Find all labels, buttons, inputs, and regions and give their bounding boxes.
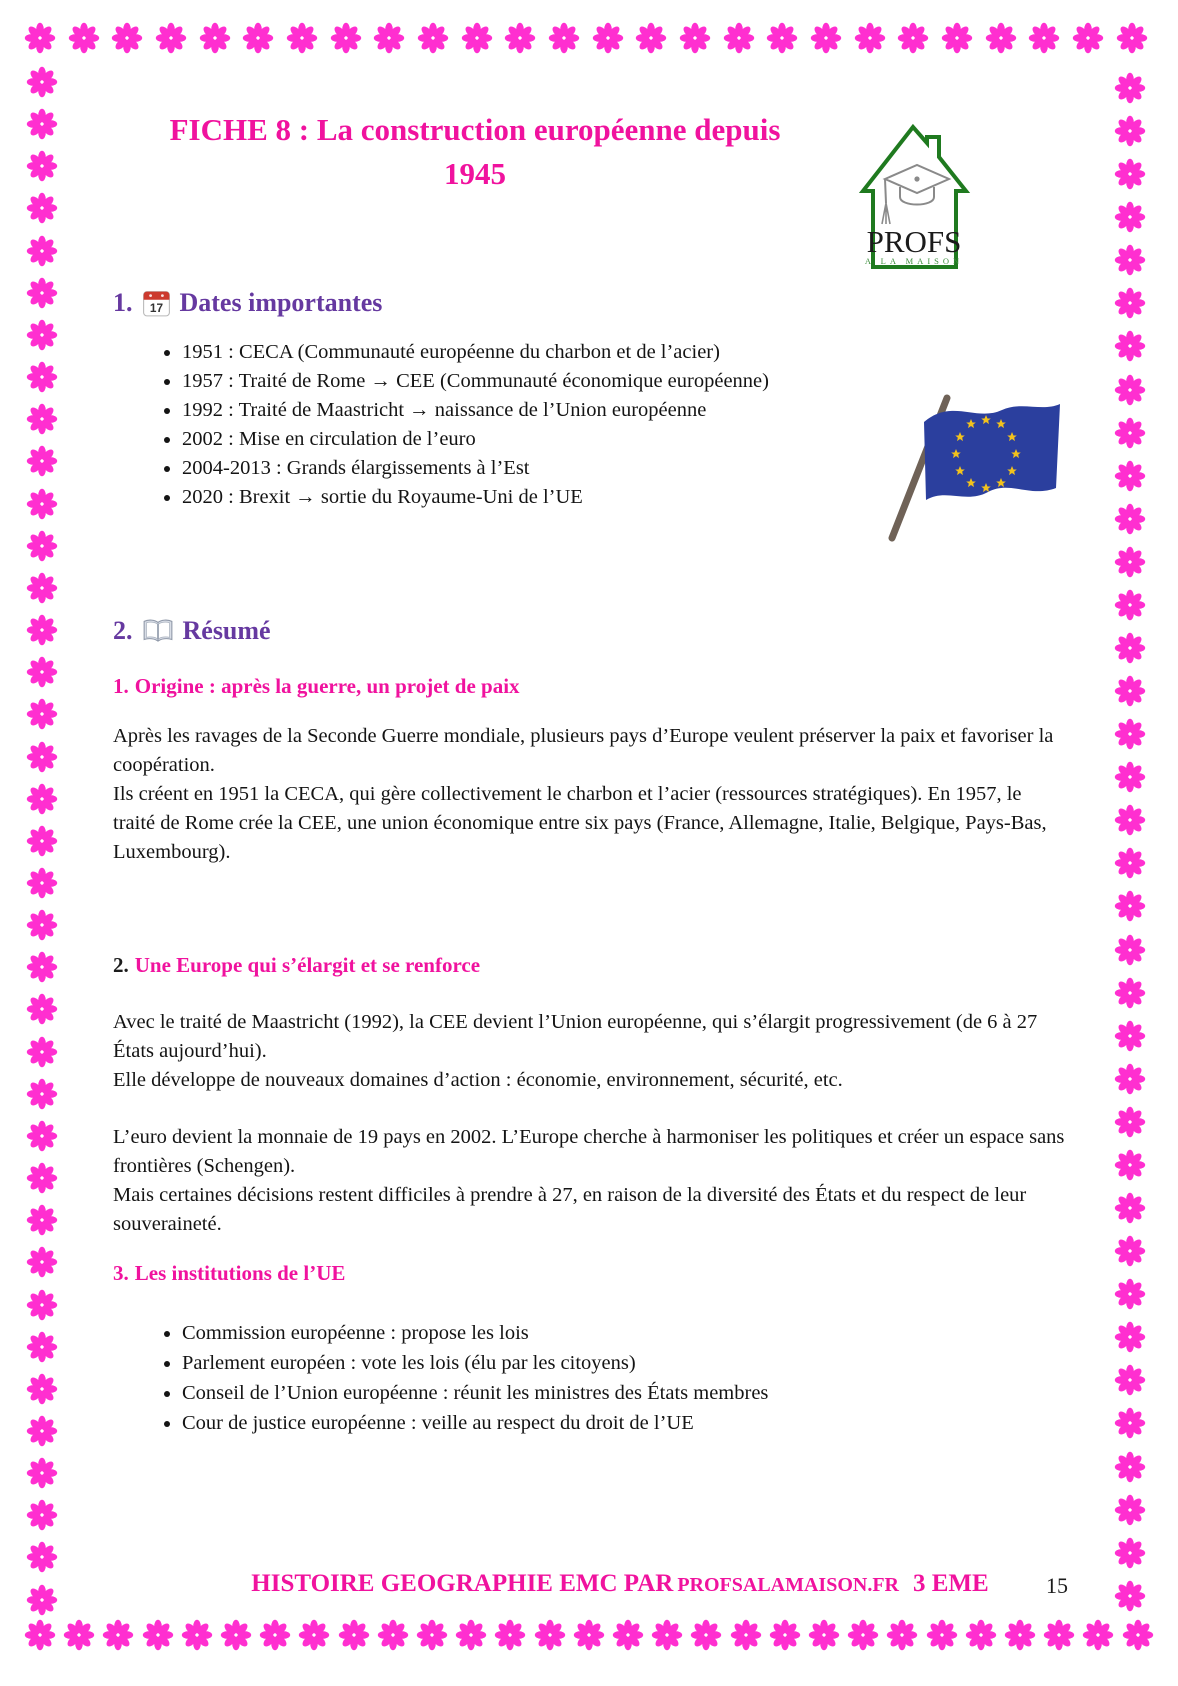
list-item xyxy=(182,367,887,396)
paragraph: Avec le traité de Maastricht (1992), la CEE devient l’Union européenne, qui s’élargit progressivement (de 6 à 27 États aujourd’hui). xyxy=(113,1011,1038,1062)
list-item xyxy=(182,1348,1142,1378)
paragraph-block-maastricht xyxy=(113,1008,1068,1095)
institutions-list xyxy=(115,1318,1142,1438)
paragraph: Après les ravages de la Seconde Guerre mondiale, plusieurs pays d’Europe veulent préserver la paix et favoriser la coopération. xyxy=(113,725,1054,776)
flower-asterisk-icon xyxy=(26,108,58,140)
section-heading-resume xyxy=(113,616,271,646)
profs-logo xyxy=(853,121,975,271)
flower-asterisk-icon xyxy=(1114,1494,1146,1526)
flower-asterisk-icon xyxy=(26,1457,58,1489)
flower-asterisk-icon xyxy=(810,22,842,54)
date-item: 2020 : Brexit → sortie du Royaume-Uni de l’UE xyxy=(182,486,583,508)
flower-asterisk-icon xyxy=(1114,847,1146,879)
flower-asterisk-icon xyxy=(377,1619,409,1651)
list-item xyxy=(182,1378,1142,1408)
subheading-number: 3. xyxy=(113,1261,129,1285)
house-icon xyxy=(853,121,975,271)
eu-flag-image xyxy=(862,368,1067,553)
list-item xyxy=(182,338,887,367)
date-item: 1951 : CECA (Communauté européenne du charbon et de l’acier) xyxy=(182,341,720,363)
flower-asterisk-icon xyxy=(26,656,58,688)
flower-asterisk-icon xyxy=(1114,589,1146,621)
list-item xyxy=(182,396,887,425)
section-heading-dates xyxy=(113,288,382,318)
flower-asterisk-icon xyxy=(26,1078,58,1110)
flower-asterisk-icon xyxy=(26,1499,58,1531)
section-title: Résumé xyxy=(182,616,271,645)
flower-asterisk-icon xyxy=(373,22,405,54)
flower-asterisk-icon xyxy=(26,1162,58,1194)
flower-asterisk-icon xyxy=(1114,632,1146,664)
flower-asterisk-icon xyxy=(766,22,798,54)
flower-asterisk-icon xyxy=(1114,460,1146,492)
eu-flag-icon xyxy=(862,368,1067,548)
flower-asterisk-icon xyxy=(1114,72,1146,104)
flower-asterisk-icon xyxy=(1114,1235,1146,1267)
flower-asterisk-icon xyxy=(26,1415,58,1447)
paragraph-block-euro xyxy=(113,1123,1073,1239)
flower-asterisk-icon xyxy=(26,530,58,562)
flower-asterisk-icon xyxy=(1114,1278,1146,1310)
flower-asterisk-icon xyxy=(723,22,755,54)
flower-asterisk-icon xyxy=(1114,675,1146,707)
calendar-day-label: 17 xyxy=(149,300,163,315)
flower-asterisk-icon xyxy=(730,1619,762,1651)
flower-asterisk-icon xyxy=(26,867,58,899)
flower-asterisk-icon xyxy=(142,1619,174,1651)
flower-asterisk-icon xyxy=(1114,201,1146,233)
dates-list xyxy=(115,338,887,512)
page-title-line1: FICHE 8 : La construction européenne depuis xyxy=(169,112,781,147)
list-item xyxy=(182,1408,1142,1438)
flower-asterisk-icon xyxy=(26,909,58,941)
flower-asterisk-icon xyxy=(1114,977,1146,1009)
flower-asterisk-icon xyxy=(1116,22,1148,54)
flower-asterisk-icon xyxy=(1114,1580,1146,1612)
flower-asterisk-icon xyxy=(1114,417,1146,449)
flower-asterisk-icon xyxy=(68,22,100,54)
flower-asterisk-icon xyxy=(612,1619,644,1651)
border-bottom xyxy=(24,1618,1154,1652)
footer-grade: 3 EME xyxy=(913,1570,989,1597)
flower-asterisk-icon xyxy=(1114,503,1146,535)
flower-asterisk-icon xyxy=(1114,1106,1146,1138)
paragraph: Ils créent en 1951 la CECA, qui gère collectivement le charbon et l’acier (ressources stratégiques). En 1957, le traité de Rome crée la CEE, une union économique entre six pays (France, Allemagne, Italie, Belgique, Pays-Bas, Luxembourg). xyxy=(113,783,1047,863)
flower-asterisk-icon xyxy=(1114,330,1146,362)
flower-asterisk-icon xyxy=(769,1619,801,1651)
flower-asterisk-icon xyxy=(965,1619,997,1651)
paragraph: L’euro devient la monnaie de 19 pays en 2002. L’Europe cherche à harmoniser les politiques et créer un espace sans frontières (Schengen). xyxy=(113,1126,1065,1177)
flower-asterisk-icon xyxy=(102,1619,134,1651)
subheading-europe-elargit xyxy=(113,953,480,978)
list-item xyxy=(182,1318,1142,1348)
institution-item: Commission européenne : propose les lois xyxy=(182,1322,529,1344)
section-title: Dates importantes xyxy=(179,288,383,317)
logo-subtitle: A LA MAISON xyxy=(864,256,964,266)
flower-asterisk-icon xyxy=(26,488,58,520)
flower-asterisk-icon xyxy=(1114,1063,1146,1095)
flower-asterisk-icon xyxy=(1122,1619,1154,1651)
flower-asterisk-icon xyxy=(886,1619,918,1651)
flower-asterisk-icon xyxy=(679,22,711,54)
subheading-origine xyxy=(113,674,520,699)
flower-asterisk-icon xyxy=(1114,718,1146,750)
flower-asterisk-icon xyxy=(26,1204,58,1236)
logo-wordmark: PROFS xyxy=(866,224,962,259)
flower-asterisk-icon xyxy=(26,698,58,730)
flower-asterisk-icon xyxy=(24,22,56,54)
flower-asterisk-icon xyxy=(26,445,58,477)
flower-asterisk-icon xyxy=(1114,1020,1146,1052)
date-item: 1992 : Traité de Maastricht → naissance de l’Union européenne xyxy=(182,399,707,421)
flower-asterisk-icon xyxy=(461,22,493,54)
page-title xyxy=(115,108,835,196)
paragraph-block-origine xyxy=(113,722,1068,867)
flower-asterisk-icon xyxy=(26,1584,58,1616)
flower-asterisk-icon xyxy=(651,1619,683,1651)
flower-asterisk-icon xyxy=(1114,1149,1146,1181)
institution-item: Conseil de l’Union européenne : réunit les ministres des États membres xyxy=(182,1382,769,1404)
flower-asterisk-icon xyxy=(926,1619,958,1651)
flower-asterisk-icon xyxy=(26,1373,58,1405)
flower-asterisk-icon xyxy=(1114,244,1146,276)
flower-asterisk-icon xyxy=(1072,22,1104,54)
flower-asterisk-icon xyxy=(1114,374,1146,406)
flower-asterisk-icon xyxy=(26,361,58,393)
flower-asterisk-icon xyxy=(1114,1192,1146,1224)
flower-asterisk-icon xyxy=(1043,1619,1075,1651)
flower-asterisk-icon xyxy=(286,22,318,54)
subheading-text: Une Europe qui s’élargit et se renforce xyxy=(134,953,481,977)
flower-asterisk-icon xyxy=(1114,890,1146,922)
section-number: 1. xyxy=(113,288,133,317)
flower-asterisk-icon xyxy=(1114,287,1146,319)
border-left xyxy=(26,66,58,1616)
flower-asterisk-icon xyxy=(26,783,58,815)
subheading-number: 1. xyxy=(113,674,129,698)
flower-asterisk-icon xyxy=(199,22,231,54)
date-item: 2004-2013 : Grands élargissements à l’Est xyxy=(182,457,530,479)
flower-asterisk-icon xyxy=(181,1619,213,1651)
flower-asterisk-icon xyxy=(416,1619,448,1651)
flower-asterisk-icon xyxy=(573,1619,605,1651)
flower-asterisk-icon xyxy=(338,1619,370,1651)
paragraph: Mais certaines décisions restent difficiles à prendre à 27, en raison de la diversité des États et du respect de leur souveraineté. xyxy=(113,1184,1027,1235)
flower-asterisk-icon xyxy=(847,1619,879,1651)
flower-asterisk-icon xyxy=(26,1289,58,1321)
flower-asterisk-icon xyxy=(259,1619,291,1651)
flower-asterisk-icon xyxy=(155,22,187,54)
flower-asterisk-icon xyxy=(1114,934,1146,966)
flower-asterisk-icon xyxy=(63,1619,95,1651)
page-title-line2: 1945 xyxy=(444,156,506,191)
flower-asterisk-icon xyxy=(242,22,274,54)
flower-asterisk-icon xyxy=(26,192,58,224)
flower-asterisk-icon xyxy=(26,1036,58,1068)
flower-asterisk-icon xyxy=(592,22,624,54)
flower-asterisk-icon xyxy=(455,1619,487,1651)
institution-item: Cour de justice européenne : veille au respect du droit de l’UE xyxy=(182,1412,694,1434)
flower-asterisk-icon xyxy=(26,1541,58,1573)
subheading-institutions xyxy=(113,1261,345,1286)
flower-asterisk-icon xyxy=(808,1619,840,1651)
footer xyxy=(140,1570,1100,1598)
list-item xyxy=(182,425,887,454)
footer-site: PROFSALAMAISON.FR xyxy=(677,1574,899,1596)
subheading-number: 2. xyxy=(113,953,129,977)
flower-asterisk-icon xyxy=(1114,1451,1146,1483)
flower-asterisk-icon xyxy=(298,1619,330,1651)
subheading-text: Les institutions de l’UE xyxy=(134,1261,346,1285)
flower-asterisk-icon xyxy=(494,1619,526,1651)
list-item xyxy=(182,454,887,483)
list-item xyxy=(182,483,887,512)
institution-item: Parlement européen : vote les lois (élu par les citoyens) xyxy=(182,1352,636,1374)
flower-asterisk-icon xyxy=(854,22,886,54)
flower-asterisk-icon xyxy=(941,22,973,54)
flower-asterisk-icon xyxy=(26,993,58,1025)
flower-asterisk-icon xyxy=(897,22,929,54)
flower-asterisk-icon xyxy=(1114,761,1146,793)
flower-asterisk-icon xyxy=(26,403,58,435)
flower-asterisk-icon xyxy=(1114,158,1146,190)
flower-asterisk-icon xyxy=(534,1619,566,1651)
flower-asterisk-icon xyxy=(26,741,58,773)
flower-asterisk-icon xyxy=(26,1120,58,1152)
flower-asterisk-icon xyxy=(690,1619,722,1651)
flower-asterisk-icon xyxy=(26,614,58,646)
flower-asterisk-icon xyxy=(26,277,58,309)
flower-asterisk-icon xyxy=(1114,804,1146,836)
subheading-text: Origine : après la guerre, un projet de paix xyxy=(134,674,520,698)
open-book-icon xyxy=(142,618,174,644)
flower-asterisk-icon xyxy=(548,22,580,54)
flower-asterisk-icon xyxy=(26,319,58,351)
section-number: 2. xyxy=(113,616,133,645)
flower-asterisk-icon xyxy=(1114,1537,1146,1569)
flower-asterisk-icon xyxy=(417,22,449,54)
paragraph: Elle développe de nouveaux domaines d’action : économie, environnement, sécurité, etc. xyxy=(113,1069,843,1091)
flower-asterisk-icon xyxy=(26,1331,58,1363)
flower-asterisk-icon xyxy=(220,1619,252,1651)
flower-asterisk-icon xyxy=(26,235,58,267)
footer-course: HISTOIRE GEOGRAPHIE EMC PAR xyxy=(251,1570,674,1597)
graduation-cap-icon xyxy=(882,165,949,224)
flag-cloth xyxy=(924,404,1060,500)
flower-asterisk-icon xyxy=(1028,22,1060,54)
flower-asterisk-icon xyxy=(330,22,362,54)
date-item: 2002 : Mise en circulation de l’euro xyxy=(182,428,476,450)
flower-asterisk-icon xyxy=(26,66,58,98)
flower-asterisk-icon xyxy=(985,22,1017,54)
flower-asterisk-icon xyxy=(635,22,667,54)
calendar-icon xyxy=(142,289,171,318)
flower-asterisk-icon xyxy=(24,1619,56,1651)
flower-asterisk-icon xyxy=(504,22,536,54)
border-top xyxy=(24,21,1148,55)
flower-asterisk-icon xyxy=(26,1246,58,1278)
flower-asterisk-icon xyxy=(111,22,143,54)
flower-asterisk-icon xyxy=(26,150,58,182)
flower-asterisk-icon xyxy=(1082,1619,1114,1651)
flower-asterisk-icon xyxy=(26,572,58,604)
date-item: 1957 : Traité de Rome → CEE (Communauté économique européenne) xyxy=(182,370,769,392)
flower-asterisk-icon xyxy=(1114,115,1146,147)
page-number: 15 xyxy=(1046,1573,1068,1598)
flower-asterisk-icon xyxy=(26,951,58,983)
flower-asterisk-icon xyxy=(1114,546,1146,578)
flower-asterisk-icon xyxy=(1004,1619,1036,1651)
flower-asterisk-icon xyxy=(26,825,58,857)
